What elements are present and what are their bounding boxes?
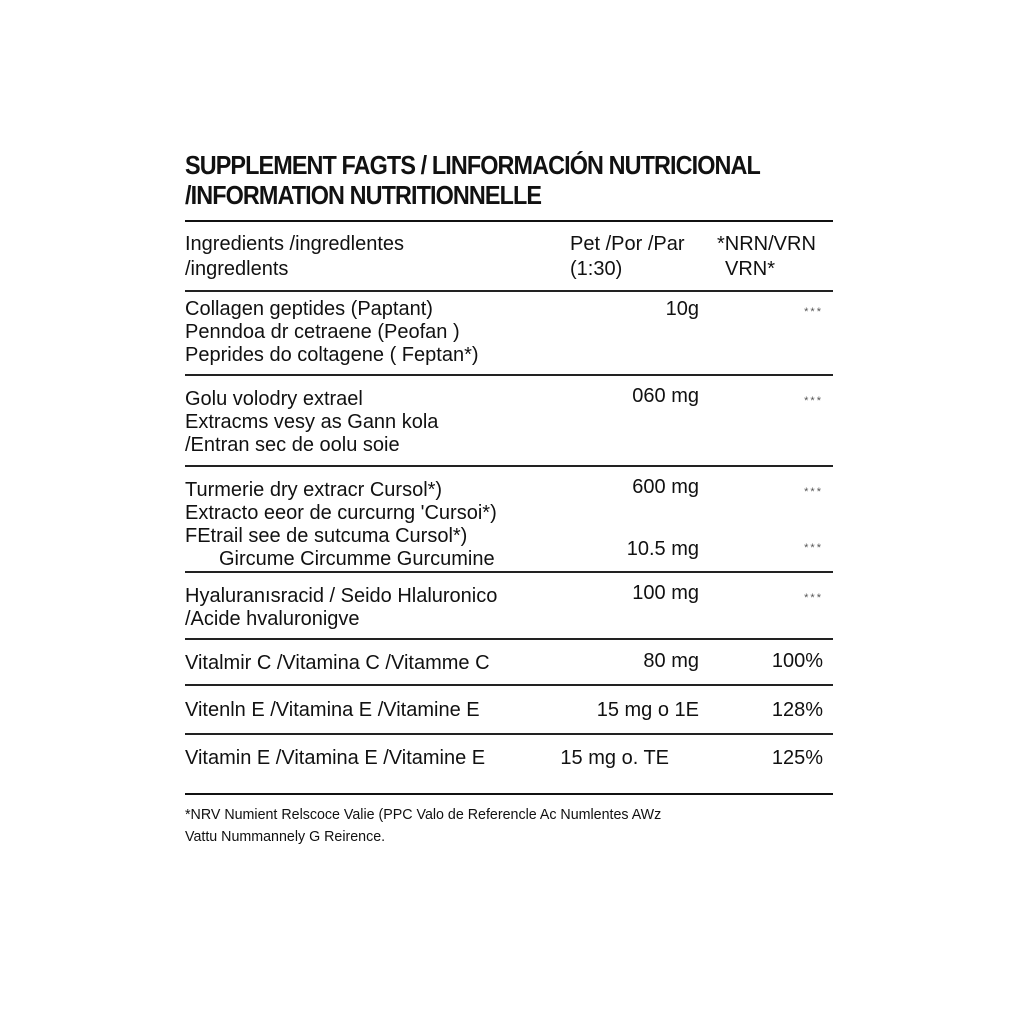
table-row [185,467,833,571]
sub-ingredient-nrv: *** [804,542,823,554]
table-bottom-rule [185,793,833,795]
supplement-facts-panel [185,150,833,848]
ingredient-nrv: *** [804,306,823,318]
footnote-line-1: *NRV Numient Relscoce Valie (PPC Valo de Referencle Ac Numlentes AWz [185,806,662,823]
table-row [185,292,833,374]
table-row [185,376,833,465]
nrv-header: *NRN/VRN VRN* [717,233,816,280]
ingredient-amount: 600 mg [632,476,699,498]
ingredient-name: Vitalmir C /Vitamina C /Vitamme C [185,652,490,674]
ingredient-nrv: *** [804,486,823,498]
footnote-line-2: Vattu Nummannely G Reirence. [185,828,386,845]
ingredient-amount: 15 mg o. TE [560,747,669,769]
footnote [185,804,801,848]
ingredient-name: Collagen geptides (Paptant) Penndoa dr cetraene (Peofan ) Peprides do coltagene ( Feptan*) [185,298,479,366]
ingredient-name: Turmerie dry extracr Cursol*) Extracto eeor de curcurng 'Cursoi*) FEtrail see de sutcuma Cursol*) Gircume Circumme Gurcumine [185,479,497,570]
table-row [185,735,833,793]
table-row [185,573,833,638]
sub-ingredient-name: Gircume Circumme Gurcumine [219,548,495,570]
ingredient-nrv: *** [804,395,823,407]
ingredient-nrv: 128% [771,699,823,721]
panel-title [185,150,768,214]
ingredient-amount: 100 mg [632,582,699,604]
table-row [185,640,833,684]
ingredient-amount: 80 mg [643,650,699,672]
ingredient-amount: 10g [665,298,699,320]
title-line-2: /INFORMATION NUTRITIONNELLE [185,180,542,210]
table-header [185,222,833,290]
ingredient-name: Hyaluranısracid / Seido Hlaluronico /Acide hvaluronigve [185,585,498,630]
ingredients-header: Ingredients /ingredlentes /ingredlents [185,233,405,280]
title-line-1: SUPPLEMENT FAGTS / LINFORMACIÓN NUTRICIONAL [185,150,760,180]
ingredient-name: Golu volodry extrael Extracms vesy as Gann kola /Entran sec de oolu soie [185,388,439,456]
ingredient-amount: 15 mg o 1E [596,699,699,721]
ingredient-nrv: *** [804,592,823,604]
per-serving-header: Pet /Por /Par (1:30) [570,233,685,280]
ingredient-nrv: 100% [771,650,823,672]
table-row [185,686,833,733]
ingredient-nrv: 125% [771,747,823,769]
ingredient-name: Vitamin E /Vitamina E /Vitamine E [185,747,486,769]
ingredient-name: Vitenln E /Vitamina E /Vitamine E [185,699,480,721]
sub-ingredient-amount: 10.5 mg [626,538,699,560]
ingredient-amount: 060 mg [632,385,699,407]
